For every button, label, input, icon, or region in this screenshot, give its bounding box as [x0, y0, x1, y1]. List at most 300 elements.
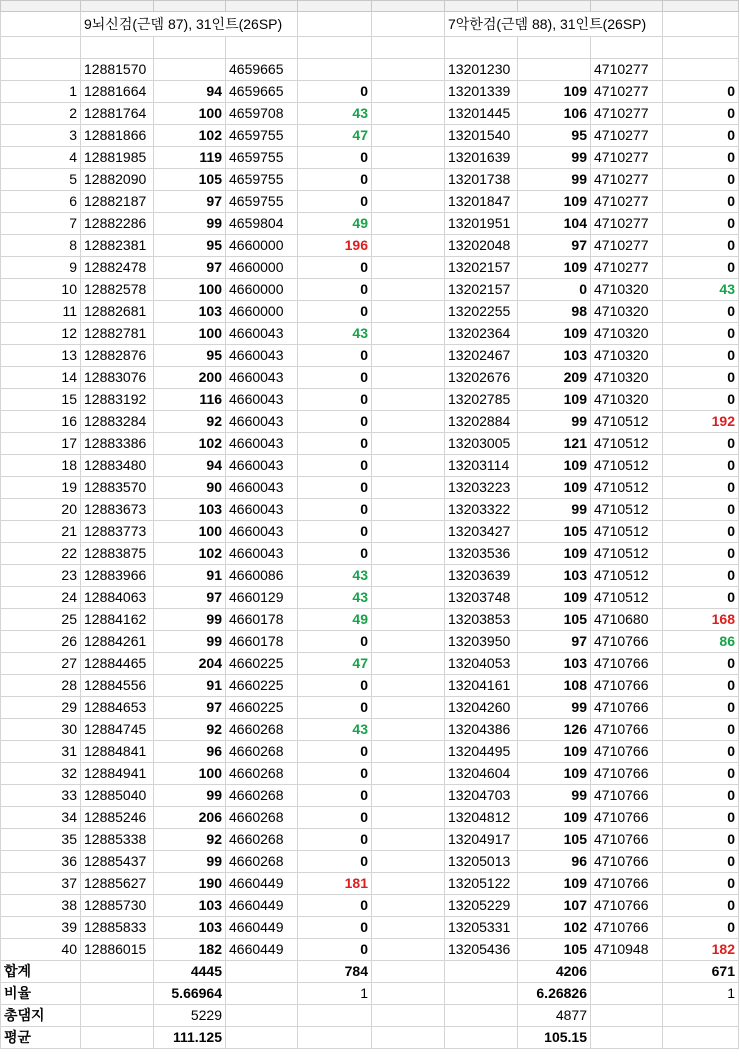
left-value[interactable]: 4660043	[226, 323, 298, 345]
right-exp[interactable]: 13204917	[445, 829, 518, 851]
left-value[interactable]: 4660268	[226, 785, 298, 807]
row-index[interactable]: 5	[1, 169, 81, 191]
row-index[interactable]: 33	[1, 785, 81, 807]
right-exp[interactable]: 13201445	[445, 103, 518, 125]
left-gain[interactable]: 0	[298, 741, 372, 763]
right-gain[interactable]: 86	[663, 631, 739, 653]
right-gain[interactable]: 0	[663, 741, 739, 763]
left-exp[interactable]: 12883192	[81, 389, 154, 411]
right-exp[interactable]: 13204053	[445, 653, 518, 675]
left-exp[interactable]: 12886015	[81, 939, 154, 961]
column-header[interactable]	[81, 1, 154, 12]
right-dmg[interactable]: 102	[518, 917, 591, 939]
row-index[interactable]: 31	[1, 741, 81, 763]
left-exp[interactable]: 12884063	[81, 587, 154, 609]
left-value[interactable]: 4659804	[226, 213, 298, 235]
right-dmg[interactable]: 98	[518, 301, 591, 323]
left-dmg[interactable]: 97	[154, 587, 226, 609]
left-exp[interactable]: 12883673	[81, 499, 154, 521]
right-dmg[interactable]: 109	[518, 741, 591, 763]
left-dmg[interactable]: 95	[154, 345, 226, 367]
left-value[interactable]: 4659755	[226, 191, 298, 213]
total-right[interactable]: 4877	[518, 1005, 591, 1027]
left-dmg[interactable]: 91	[154, 565, 226, 587]
left-value[interactable]: 4660000	[226, 301, 298, 323]
left-exp[interactable]: 12885627	[81, 873, 154, 895]
row-index[interactable]: 23	[1, 565, 81, 587]
right-dmg[interactable]: 105	[518, 829, 591, 851]
sum-right-dmg[interactable]: 4206	[518, 961, 591, 983]
right-exp[interactable]: 13202364	[445, 323, 518, 345]
right-gain[interactable]: 0	[663, 367, 739, 389]
left-dmg[interactable]: 100	[154, 521, 226, 543]
left-value[interactable]: 4660225	[226, 653, 298, 675]
right-exp[interactable]: 13203223	[445, 477, 518, 499]
left-gain[interactable]: 0	[298, 829, 372, 851]
left-exp[interactable]: 12883875	[81, 543, 154, 565]
right-value[interactable]: 4710766	[591, 851, 663, 873]
left-exp[interactable]: 12883773	[81, 521, 154, 543]
left-dmg[interactable]: 102	[154, 125, 226, 147]
right-value[interactable]: 4710766	[591, 631, 663, 653]
left-dmg[interactable]: 102	[154, 543, 226, 565]
row-index[interactable]: 15	[1, 389, 81, 411]
column-header[interactable]	[372, 1, 445, 12]
left-exp[interactable]: 12882090	[81, 169, 154, 191]
left-weapon-title[interactable]: 9뇌신검(근뎀 87), 31인트(26SP)	[81, 12, 298, 37]
right-value[interactable]: 4710320	[591, 389, 663, 411]
cell[interactable]	[372, 785, 445, 807]
left-value[interactable]: 4660449	[226, 917, 298, 939]
cell[interactable]	[372, 323, 445, 345]
right-dmg[interactable]: 104	[518, 213, 591, 235]
cell[interactable]	[372, 653, 445, 675]
right-dmg[interactable]: 109	[518, 389, 591, 411]
right-gain[interactable]: 0	[663, 125, 739, 147]
right-gain[interactable]: 0	[663, 873, 739, 895]
left-dmg[interactable]: 99	[154, 609, 226, 631]
left-gain[interactable]: 0	[298, 917, 372, 939]
left-gain[interactable]: 0	[298, 477, 372, 499]
left-value[interactable]: 4660268	[226, 763, 298, 785]
left-value[interactable]: 4659665	[226, 81, 298, 103]
row-index[interactable]: 13	[1, 345, 81, 367]
left-start-val[interactable]: 4659665	[226, 59, 298, 81]
right-gain[interactable]: 0	[663, 191, 739, 213]
row-index[interactable]: 1	[1, 81, 81, 103]
right-gain[interactable]: 0	[663, 455, 739, 477]
left-dmg[interactable]: 119	[154, 147, 226, 169]
left-dmg[interactable]: 100	[154, 103, 226, 125]
right-exp[interactable]: 13201951	[445, 213, 518, 235]
right-exp[interactable]: 13204260	[445, 697, 518, 719]
right-value[interactable]: 4710512	[591, 455, 663, 477]
left-value[interactable]: 4660178	[226, 631, 298, 653]
left-exp[interactable]: 12884745	[81, 719, 154, 741]
right-gain[interactable]: 0	[663, 433, 739, 455]
right-gain[interactable]: 0	[663, 653, 739, 675]
column-header[interactable]	[154, 1, 226, 12]
right-value[interactable]: 4710766	[591, 873, 663, 895]
left-exp[interactable]: 12881985	[81, 147, 154, 169]
left-gain[interactable]: 0	[298, 279, 372, 301]
left-exp[interactable]: 12885040	[81, 785, 154, 807]
right-exp[interactable]: 13205122	[445, 873, 518, 895]
left-gain[interactable]: 0	[298, 763, 372, 785]
right-value[interactable]: 4710277	[591, 147, 663, 169]
right-dmg[interactable]: 103	[518, 345, 591, 367]
left-value[interactable]: 4660449	[226, 895, 298, 917]
right-value[interactable]: 4710277	[591, 81, 663, 103]
left-gain[interactable]: 0	[298, 543, 372, 565]
sum-label[interactable]: 합계	[1, 961, 81, 983]
left-value[interactable]: 4660043	[226, 367, 298, 389]
right-dmg[interactable]: 105	[518, 521, 591, 543]
right-value[interactable]: 4710277	[591, 125, 663, 147]
cell[interactable]	[372, 609, 445, 631]
row-index[interactable]: 25	[1, 609, 81, 631]
left-dmg[interactable]: 99	[154, 785, 226, 807]
sum-right-gain[interactable]: 671	[663, 961, 739, 983]
right-gain[interactable]: 0	[663, 389, 739, 411]
avg-left[interactable]: 111.125	[154, 1027, 226, 1049]
cell[interactable]	[372, 807, 445, 829]
row-index[interactable]: 12	[1, 323, 81, 345]
left-value[interactable]: 4660449	[226, 873, 298, 895]
row-index[interactable]: 8	[1, 235, 81, 257]
left-value[interactable]: 4660043	[226, 389, 298, 411]
right-dmg[interactable]: 103	[518, 653, 591, 675]
cell[interactable]	[372, 543, 445, 565]
right-dmg[interactable]: 109	[518, 323, 591, 345]
left-dmg[interactable]: 99	[154, 631, 226, 653]
right-value[interactable]: 4710680	[591, 609, 663, 631]
cell[interactable]	[372, 147, 445, 169]
left-exp[interactable]: 12881764	[81, 103, 154, 125]
right-gain[interactable]: 0	[663, 477, 739, 499]
right-value[interactable]: 4710766	[591, 653, 663, 675]
left-dmg[interactable]: 97	[154, 191, 226, 213]
right-value[interactable]: 4710766	[591, 741, 663, 763]
right-gain[interactable]: 0	[663, 719, 739, 741]
row-index[interactable]: 16	[1, 411, 81, 433]
cell[interactable]	[372, 213, 445, 235]
right-gain[interactable]: 0	[663, 521, 739, 543]
right-exp[interactable]: 13204703	[445, 785, 518, 807]
right-gain[interactable]: 0	[663, 587, 739, 609]
left-gain[interactable]: 0	[298, 191, 372, 213]
left-dmg[interactable]: 90	[154, 477, 226, 499]
right-dmg[interactable]: 106	[518, 103, 591, 125]
right-exp[interactable]: 13202157	[445, 257, 518, 279]
left-exp[interactable]: 12883966	[81, 565, 154, 587]
right-value[interactable]: 4710320	[591, 345, 663, 367]
right-gain[interactable]: 0	[663, 675, 739, 697]
row-index[interactable]: 4	[1, 147, 81, 169]
sum-left-dmg[interactable]: 4445	[154, 961, 226, 983]
cell[interactable]	[372, 631, 445, 653]
left-exp[interactable]: 12883076	[81, 367, 154, 389]
left-value[interactable]: 4660043	[226, 411, 298, 433]
right-gain[interactable]: 0	[663, 697, 739, 719]
left-gain[interactable]: 0	[298, 433, 372, 455]
right-gain[interactable]: 43	[663, 279, 739, 301]
right-exp[interactable]: 13204161	[445, 675, 518, 697]
left-value[interactable]: 4660043	[226, 433, 298, 455]
right-dmg[interactable]: 96	[518, 851, 591, 873]
cell[interactable]	[372, 873, 445, 895]
right-exp[interactable]: 13202255	[445, 301, 518, 323]
left-gain[interactable]: 43	[298, 103, 372, 125]
left-gain[interactable]: 181	[298, 873, 372, 895]
right-exp[interactable]: 13205229	[445, 895, 518, 917]
left-gain[interactable]: 0	[298, 631, 372, 653]
right-gain[interactable]: 0	[663, 499, 739, 521]
left-value[interactable]: 4660225	[226, 675, 298, 697]
left-value[interactable]: 4660225	[226, 697, 298, 719]
right-exp[interactable]: 13204386	[445, 719, 518, 741]
cell[interactable]	[372, 477, 445, 499]
right-dmg[interactable]: 121	[518, 433, 591, 455]
row-index[interactable]: 22	[1, 543, 81, 565]
ratio-left-unit[interactable]: 1	[298, 983, 372, 1005]
right-exp[interactable]: 13204812	[445, 807, 518, 829]
right-value[interactable]: 4710766	[591, 917, 663, 939]
cell[interactable]	[372, 895, 445, 917]
sum-left-gain[interactable]: 784	[298, 961, 372, 983]
right-dmg[interactable]: 105	[518, 939, 591, 961]
right-value[interactable]: 4710277	[591, 191, 663, 213]
cell[interactable]	[372, 235, 445, 257]
right-value[interactable]: 4710766	[591, 675, 663, 697]
right-gain[interactable]: 0	[663, 301, 739, 323]
right-dmg[interactable]: 97	[518, 235, 591, 257]
right-exp[interactable]: 13201339	[445, 81, 518, 103]
left-gain[interactable]: 47	[298, 653, 372, 675]
cell[interactable]	[372, 939, 445, 961]
left-exp[interactable]: 12885338	[81, 829, 154, 851]
right-value[interactable]: 4710512	[591, 433, 663, 455]
cell[interactable]	[372, 345, 445, 367]
right-dmg[interactable]: 109	[518, 191, 591, 213]
left-exp[interactable]: 12883480	[81, 455, 154, 477]
right-value[interactable]: 4710277	[591, 257, 663, 279]
right-exp[interactable]: 13201847	[445, 191, 518, 213]
right-gain[interactable]: 0	[663, 851, 739, 873]
left-dmg[interactable]: 103	[154, 917, 226, 939]
row-index[interactable]: 35	[1, 829, 81, 851]
right-gain[interactable]: 0	[663, 565, 739, 587]
left-value[interactable]: 4660449	[226, 939, 298, 961]
right-value[interactable]: 4710766	[591, 807, 663, 829]
cell[interactable]	[372, 12, 445, 37]
left-dmg[interactable]: 103	[154, 895, 226, 917]
cell[interactable]	[372, 455, 445, 477]
left-exp[interactable]: 12882578	[81, 279, 154, 301]
row-index[interactable]: 24	[1, 587, 81, 609]
cell[interactable]	[372, 279, 445, 301]
right-exp[interactable]: 13203639	[445, 565, 518, 587]
row-index[interactable]: 17	[1, 433, 81, 455]
left-gain[interactable]: 43	[298, 323, 372, 345]
right-dmg[interactable]: 99	[518, 499, 591, 521]
right-exp[interactable]: 13203853	[445, 609, 518, 631]
left-gain[interactable]: 49	[298, 609, 372, 631]
right-gain[interactable]: 0	[663, 345, 739, 367]
ratio-right-unit[interactable]: 1	[663, 983, 739, 1005]
left-dmg[interactable]: 204	[154, 653, 226, 675]
right-exp[interactable]: 13203950	[445, 631, 518, 653]
right-dmg[interactable]: 95	[518, 125, 591, 147]
right-exp[interactable]: 13205013	[445, 851, 518, 873]
left-exp[interactable]: 12881866	[81, 125, 154, 147]
right-dmg[interactable]: 99	[518, 697, 591, 719]
row-index[interactable]: 18	[1, 455, 81, 477]
left-dmg[interactable]: 206	[154, 807, 226, 829]
left-dmg[interactable]: 103	[154, 301, 226, 323]
left-start-exp[interactable]: 12881570	[81, 59, 154, 81]
right-value[interactable]: 4710766	[591, 697, 663, 719]
right-gain[interactable]: 0	[663, 213, 739, 235]
right-exp[interactable]: 13205436	[445, 939, 518, 961]
right-exp[interactable]: 13204495	[445, 741, 518, 763]
left-exp[interactable]: 12884556	[81, 675, 154, 697]
left-value[interactable]: 4660086	[226, 565, 298, 587]
left-exp[interactable]: 12885730	[81, 895, 154, 917]
right-exp[interactable]: 13204604	[445, 763, 518, 785]
column-header[interactable]	[226, 1, 298, 12]
left-gain[interactable]: 0	[298, 895, 372, 917]
cell[interactable]	[372, 829, 445, 851]
cell[interactable]	[372, 587, 445, 609]
column-header[interactable]	[663, 1, 739, 12]
right-gain[interactable]: 0	[663, 917, 739, 939]
right-value[interactable]: 4710277	[591, 235, 663, 257]
ratio-left[interactable]: 5.66964	[154, 983, 226, 1005]
right-dmg[interactable]: 109	[518, 873, 591, 895]
left-exp[interactable]: 12882381	[81, 235, 154, 257]
right-value[interactable]: 4710766	[591, 829, 663, 851]
left-exp[interactable]: 12884162	[81, 609, 154, 631]
left-value[interactable]: 4659755	[226, 125, 298, 147]
ratio-right[interactable]: 6.26826	[518, 983, 591, 1005]
left-value[interactable]: 4659755	[226, 169, 298, 191]
left-value[interactable]: 4660268	[226, 807, 298, 829]
right-dmg[interactable]: 209	[518, 367, 591, 389]
right-dmg[interactable]: 99	[518, 411, 591, 433]
right-start-val[interactable]: 4710277	[591, 59, 663, 81]
cell[interactable]	[372, 499, 445, 521]
left-dmg[interactable]: 94	[154, 455, 226, 477]
right-dmg[interactable]: 0	[518, 279, 591, 301]
left-dmg[interactable]: 95	[154, 235, 226, 257]
right-gain[interactable]: 0	[663, 829, 739, 851]
left-dmg[interactable]: 97	[154, 697, 226, 719]
cell[interactable]	[372, 719, 445, 741]
right-gain[interactable]: 0	[663, 807, 739, 829]
left-value[interactable]: 4660268	[226, 829, 298, 851]
right-value[interactable]: 4710512	[591, 543, 663, 565]
left-gain[interactable]: 0	[298, 81, 372, 103]
row-index[interactable]: 29	[1, 697, 81, 719]
right-value[interactable]: 4710320	[591, 279, 663, 301]
left-value[interactable]: 4659708	[226, 103, 298, 125]
right-exp[interactable]: 13202785	[445, 389, 518, 411]
right-gain[interactable]: 0	[663, 785, 739, 807]
right-value[interactable]: 4710512	[591, 411, 663, 433]
left-gain[interactable]: 0	[298, 675, 372, 697]
column-header[interactable]	[591, 1, 663, 12]
right-dmg[interactable]: 103	[518, 565, 591, 587]
left-gain[interactable]: 0	[298, 367, 372, 389]
right-dmg[interactable]: 126	[518, 719, 591, 741]
cell[interactable]	[372, 521, 445, 543]
left-value[interactable]: 4660043	[226, 499, 298, 521]
left-value[interactable]: 4660000	[226, 279, 298, 301]
row-index[interactable]: 6	[1, 191, 81, 213]
right-exp[interactable]: 13202467	[445, 345, 518, 367]
row-index[interactable]: 30	[1, 719, 81, 741]
left-dmg[interactable]: 99	[154, 213, 226, 235]
right-value[interactable]: 4710320	[591, 323, 663, 345]
right-value[interactable]: 4710277	[591, 103, 663, 125]
right-exp[interactable]: 13203322	[445, 499, 518, 521]
right-gain[interactable]: 0	[663, 103, 739, 125]
right-gain[interactable]: 0	[663, 147, 739, 169]
right-gain[interactable]: 0	[663, 235, 739, 257]
left-dmg[interactable]: 92	[154, 411, 226, 433]
row-index[interactable]: 34	[1, 807, 81, 829]
left-gain[interactable]: 0	[298, 169, 372, 191]
right-exp[interactable]: 13201738	[445, 169, 518, 191]
left-value[interactable]: 4660043	[226, 521, 298, 543]
right-exp[interactable]: 13202157	[445, 279, 518, 301]
left-value[interactable]: 4660129	[226, 587, 298, 609]
right-value[interactable]: 4710320	[591, 367, 663, 389]
cell[interactable]	[663, 12, 739, 37]
left-exp[interactable]: 12885437	[81, 851, 154, 873]
right-gain[interactable]: 0	[663, 763, 739, 785]
cell[interactable]	[372, 191, 445, 213]
left-value[interactable]: 4660043	[226, 455, 298, 477]
right-exp[interactable]: 13203748	[445, 587, 518, 609]
cell[interactable]	[372, 565, 445, 587]
cell[interactable]	[372, 697, 445, 719]
right-value[interactable]: 4710277	[591, 213, 663, 235]
left-exp[interactable]: 12883386	[81, 433, 154, 455]
left-value[interactable]: 4660268	[226, 741, 298, 763]
row-index[interactable]: 11	[1, 301, 81, 323]
right-gain[interactable]: 0	[663, 895, 739, 917]
total-label[interactable]: 총댐지	[1, 1005, 81, 1027]
cell[interactable]	[372, 169, 445, 191]
right-dmg[interactable]: 107	[518, 895, 591, 917]
cell[interactable]	[372, 103, 445, 125]
right-gain[interactable]: 0	[663, 543, 739, 565]
left-dmg[interactable]: 92	[154, 719, 226, 741]
left-gain[interactable]: 0	[298, 785, 372, 807]
right-dmg[interactable]: 109	[518, 477, 591, 499]
right-value[interactable]: 4710512	[591, 521, 663, 543]
left-gain[interactable]: 0	[298, 389, 372, 411]
cell[interactable]	[372, 851, 445, 873]
left-exp[interactable]: 12883570	[81, 477, 154, 499]
cell[interactable]	[372, 741, 445, 763]
left-gain[interactable]: 43	[298, 587, 372, 609]
left-dmg[interactable]: 99	[154, 851, 226, 873]
left-exp[interactable]: 12882876	[81, 345, 154, 367]
right-exp[interactable]: 13202048	[445, 235, 518, 257]
